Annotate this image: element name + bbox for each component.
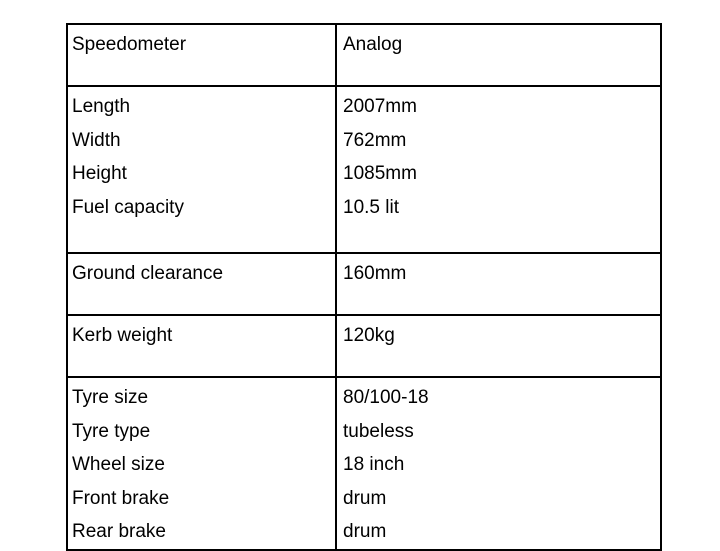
spec-value: drum <box>343 487 387 509</box>
spec-label-cell <box>67 377 336 550</box>
spec-label-cell <box>67 86 336 253</box>
spec-value: 10.5 lit <box>343 196 399 218</box>
spec-value: tubeless <box>343 420 414 442</box>
spec-value: 80/100-18 <box>343 387 429 408</box>
spec-label: Wheel size <box>72 454 165 475</box>
spec-label: Tyre type <box>72 420 151 442</box>
spec-label: Tyre size <box>72 387 149 408</box>
spec-value-cell <box>336 377 661 550</box>
spec-label: Rear brake <box>72 521 166 542</box>
spec-value: 120kg <box>343 325 395 346</box>
spec-value-cell <box>336 253 661 315</box>
spec-value-cell <box>336 24 661 86</box>
spec-value-cell <box>336 315 661 377</box>
spec-value: 762mm <box>343 129 407 151</box>
spec-label: Speedometer <box>72 34 187 55</box>
spec-value-cell <box>336 86 661 253</box>
spec-value: Analog <box>343 34 403 55</box>
spec-label: Length <box>72 96 131 117</box>
spec-label-cell <box>67 24 336 86</box>
spec-value: drum <box>343 521 387 542</box>
spec-label-cell <box>67 253 336 315</box>
table-row <box>67 315 661 377</box>
table-row <box>67 86 661 253</box>
spec-label: Width <box>72 129 121 151</box>
table-row <box>67 24 661 86</box>
spec-table <box>66 23 662 551</box>
spec-label: Fuel capacity <box>72 196 184 218</box>
spec-label-cell <box>67 315 336 377</box>
spec-label: Height <box>72 163 127 184</box>
table-row <box>67 253 661 315</box>
table-row <box>67 377 661 550</box>
spec-value: 18 inch <box>343 454 405 475</box>
spec-value: 1085mm <box>343 163 417 184</box>
spec-label: Ground clearance <box>72 263 224 284</box>
spec-value: 160mm <box>343 263 407 284</box>
spec-label: Front brake <box>72 487 170 509</box>
spec-value: 2007mm <box>343 96 417 117</box>
spec-label: Kerb weight <box>72 325 173 346</box>
